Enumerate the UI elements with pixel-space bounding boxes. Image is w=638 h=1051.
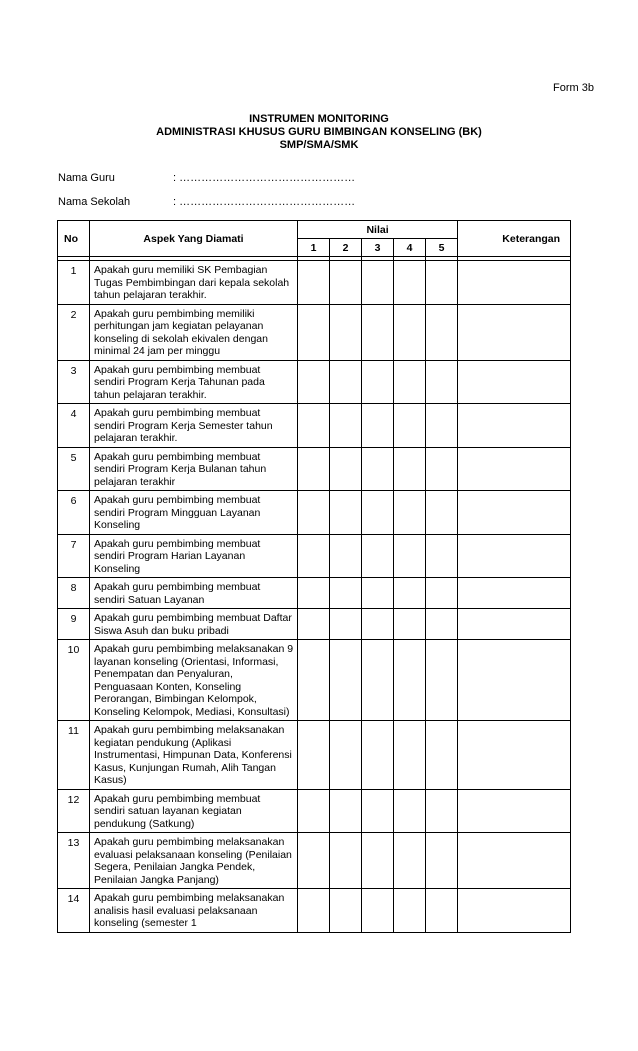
heading-subtitle: ADMINISTRASI KHUSUS GURU BIMBINGAN KONSELING (BK): [156, 126, 482, 138]
field-label: Nama Guru: [58, 172, 115, 184]
keterangan-cell[interactable]: [458, 578, 571, 609]
keterangan-cell[interactable]: [458, 304, 571, 360]
score-cell-4[interactable]: [394, 534, 426, 578]
row-aspect: Apakah guru pembimbing melaksanakan kegiatan pendukung (Aplikasi Instrumentasi, Himpunan Data, Konferensi Kasus, Kunjungan Rumah, Alih Tangan Kasus): [90, 721, 298, 790]
row-number: 6: [58, 491, 90, 535]
table-row: [58, 833, 571, 889]
keterangan-cell[interactable]: [458, 789, 571, 833]
score-cell-1[interactable]: [298, 491, 330, 535]
row-aspect: Apakah guru pembimbing membuat sendiri Program Mingguan Layanan Konseling: [90, 491, 298, 535]
score-cell-4[interactable]: [394, 889, 426, 933]
score-cell-1[interactable]: [298, 447, 330, 491]
keterangan-cell[interactable]: [458, 360, 571, 404]
score-cell-2[interactable]: [330, 491, 362, 535]
score-cell-2[interactable]: [330, 833, 362, 889]
table-row: [58, 261, 571, 305]
heading-title: INSTRUMEN MONITORING: [249, 113, 389, 125]
header-score-4: 4: [394, 239, 426, 257]
score-cell-2[interactable]: [330, 789, 362, 833]
score-cell-5[interactable]: [426, 578, 458, 609]
score-cell-4[interactable]: [394, 304, 426, 360]
header-aspek: Aspek Yang Diamati: [90, 221, 298, 257]
table-row: [58, 447, 571, 491]
header-score-3: 3: [362, 239, 394, 257]
score-cell-2[interactable]: [330, 640, 362, 721]
score-cell-2[interactable]: [330, 261, 362, 305]
header-keterangan: Keterangan: [458, 221, 571, 257]
score-cell-2[interactable]: [330, 360, 362, 404]
score-cell-4[interactable]: [394, 261, 426, 305]
score-cell-5[interactable]: [426, 721, 458, 790]
table-row: [58, 609, 571, 640]
keterangan-cell[interactable]: [458, 833, 571, 889]
score-cell-1[interactable]: [298, 833, 330, 889]
row-aspect: Apakah guru pembimbing membuat sendiri Program Kerja Tahunan pada tahun pelajaran terakhir.: [90, 360, 298, 404]
score-cell-2[interactable]: [330, 721, 362, 790]
keterangan-cell[interactable]: [458, 721, 571, 790]
score-cell-3[interactable]: [362, 578, 394, 609]
header-score-2: 2: [330, 239, 362, 257]
header-no: No: [58, 221, 90, 257]
score-cell-2[interactable]: [330, 404, 362, 448]
score-cell-3[interactable]: [362, 447, 394, 491]
table-row: [58, 304, 571, 360]
score-cell-1[interactable]: [298, 889, 330, 933]
row-number: 9: [58, 609, 90, 640]
score-cell-1[interactable]: [298, 534, 330, 578]
score-cell-2[interactable]: [330, 304, 362, 360]
table-row: [58, 640, 571, 721]
table-row: [58, 534, 571, 578]
score-cell-4[interactable]: [394, 360, 426, 404]
row-aspect: Apakah guru pembimbing membuat sendiri Program Harian Layanan Konseling: [90, 534, 298, 578]
field-value-blank[interactable]: : …………………………………………: [173, 196, 356, 208]
table-row: [58, 889, 571, 933]
score-cell-1[interactable]: [298, 609, 330, 640]
keterangan-cell[interactable]: [458, 640, 571, 721]
keterangan-cell[interactable]: [458, 889, 571, 933]
row-number: 2: [58, 304, 90, 360]
score-cell-3[interactable]: [362, 491, 394, 535]
score-cell-4[interactable]: [394, 447, 426, 491]
table-row: [58, 404, 571, 448]
score-cell-4[interactable]: [394, 789, 426, 833]
keterangan-cell[interactable]: [458, 609, 571, 640]
score-cell-1[interactable]: [298, 261, 330, 305]
row-aspect: Apakah guru pembimbing melaksanakan 9 layanan konseling (Orientasi, Informasi, Penempatan dan Penyaluran, Penguasaan Konten, Konseling Perorangan, Bimbingan Kelompok, Konseling Kelompok, Mediasi, Konsultasi): [90, 640, 298, 721]
table-row: [58, 578, 571, 609]
score-cell-3[interactable]: [362, 360, 394, 404]
table-row: [58, 491, 571, 535]
score-cell-2[interactable]: [330, 534, 362, 578]
score-cell-2[interactable]: [330, 447, 362, 491]
score-cell-1[interactable]: [298, 360, 330, 404]
score-cell-3[interactable]: [362, 304, 394, 360]
row-aspect: Apakah guru pembimbing membuat Daftar Siswa Asuh dan buku pribadi: [90, 609, 298, 640]
score-cell-4[interactable]: [394, 609, 426, 640]
score-cell-4[interactable]: [394, 404, 426, 448]
score-cell-3[interactable]: [362, 889, 394, 933]
score-cell-1[interactable]: [298, 789, 330, 833]
score-cell-5[interactable]: [426, 789, 458, 833]
row-aspect: Apakah guru pembimbing membuat sendiri Program Kerja Semester tahun pelajaran terakhir.: [90, 404, 298, 448]
score-cell-5[interactable]: [426, 534, 458, 578]
document-heading: [0, 113, 638, 152]
row-number: 5: [58, 447, 90, 491]
score-cell-3[interactable]: [362, 261, 394, 305]
score-cell-3[interactable]: [362, 640, 394, 721]
score-cell-5[interactable]: [426, 447, 458, 491]
row-number: 3: [58, 360, 90, 404]
row-number: 11: [58, 721, 90, 790]
score-cell-1[interactable]: [298, 578, 330, 609]
header-score-5: 5: [426, 239, 458, 257]
score-cell-3[interactable]: [362, 789, 394, 833]
score-cell-5[interactable]: [426, 304, 458, 360]
row-number: 8: [58, 578, 90, 609]
score-cell-3[interactable]: [362, 833, 394, 889]
row-aspect: Apakah guru pembimbing membuat sendiri satuan layanan kegiatan pendukung (Satkung): [90, 789, 298, 833]
score-cell-5[interactable]: [426, 640, 458, 721]
score-cell-2[interactable]: [330, 609, 362, 640]
score-cell-1[interactable]: [298, 304, 330, 360]
table-row: [58, 721, 571, 790]
score-cell-1[interactable]: [298, 640, 330, 721]
keterangan-cell[interactable]: [458, 404, 571, 448]
score-cell-2[interactable]: [330, 578, 362, 609]
score-cell-4[interactable]: [394, 721, 426, 790]
row-number: 4: [58, 404, 90, 448]
score-cell-5[interactable]: [426, 360, 458, 404]
field-label: Nama Sekolah: [58, 196, 131, 208]
row-aspect: Apakah guru pembimbing membuat sendiri Satuan Layanan: [90, 578, 298, 609]
row-number: 7: [58, 534, 90, 578]
score-cell-5[interactable]: [426, 261, 458, 305]
score-cell-1[interactable]: [298, 721, 330, 790]
row-aspect: Apakah guru pembimbing memiliki perhitungan jam kegiatan pelayanan konseling di sekolah ekivalen dengan minimal 24 jam per minggu: [90, 304, 298, 360]
score-cell-5[interactable]: [426, 833, 458, 889]
keterangan-cell[interactable]: [458, 447, 571, 491]
header-nilai: Nilai: [298, 221, 458, 239]
score-cell-5[interactable]: [426, 404, 458, 448]
row-number: 10: [58, 640, 90, 721]
header-score-1: 1: [298, 239, 330, 257]
row-number: 14: [58, 889, 90, 933]
score-cell-5[interactable]: [426, 889, 458, 933]
score-cell-3[interactable]: [362, 609, 394, 640]
heading-school-level: SMP/SMA/SMK: [279, 139, 359, 151]
keterangan-cell[interactable]: [458, 534, 571, 578]
field-value-blank[interactable]: : …………………………………………: [173, 172, 356, 184]
keterangan-cell[interactable]: [458, 491, 571, 535]
row-number: 12: [58, 789, 90, 833]
form-code: Form 3b: [553, 82, 594, 94]
row-number: 1: [58, 261, 90, 305]
row-aspect: Apakah guru pembimbing melaksanakan evaluasi pelaksanaan konseling (Penilaian Segera, Penilaian Jangka Pendek, Penilaian Jangka Panjang): [90, 833, 298, 889]
row-aspect: Apakah guru pembimbing membuat sendiri Program Kerja Bulanan tahun pelajaran terakhir: [90, 447, 298, 491]
monitoring-table: [57, 220, 571, 933]
row-aspect: Apakah guru pembimbing melaksanakan analisis hasil evaluasi pelaksanaan konseling (semester 1: [90, 889, 298, 933]
score-cell-5[interactable]: [426, 491, 458, 535]
score-cell-5[interactable]: [426, 609, 458, 640]
score-cell-4[interactable]: [394, 833, 426, 889]
score-cell-4[interactable]: [394, 640, 426, 721]
table-row: [58, 360, 571, 404]
score-cell-4[interactable]: [394, 578, 426, 609]
score-cell-3[interactable]: [362, 404, 394, 448]
score-cell-1[interactable]: [298, 404, 330, 448]
score-cell-3[interactable]: [362, 534, 394, 578]
score-cell-4[interactable]: [394, 491, 426, 535]
row-aspect: Apakah guru memiliki SK Pembagian Tugas Pembimbingan dari kepala sekolah tahun pelajaran terakhir.: [90, 261, 298, 305]
keterangan-cell[interactable]: [458, 261, 571, 305]
table-row: [58, 789, 571, 833]
score-cell-2[interactable]: [330, 889, 362, 933]
score-cell-3[interactable]: [362, 721, 394, 790]
row-number: 13: [58, 833, 90, 889]
